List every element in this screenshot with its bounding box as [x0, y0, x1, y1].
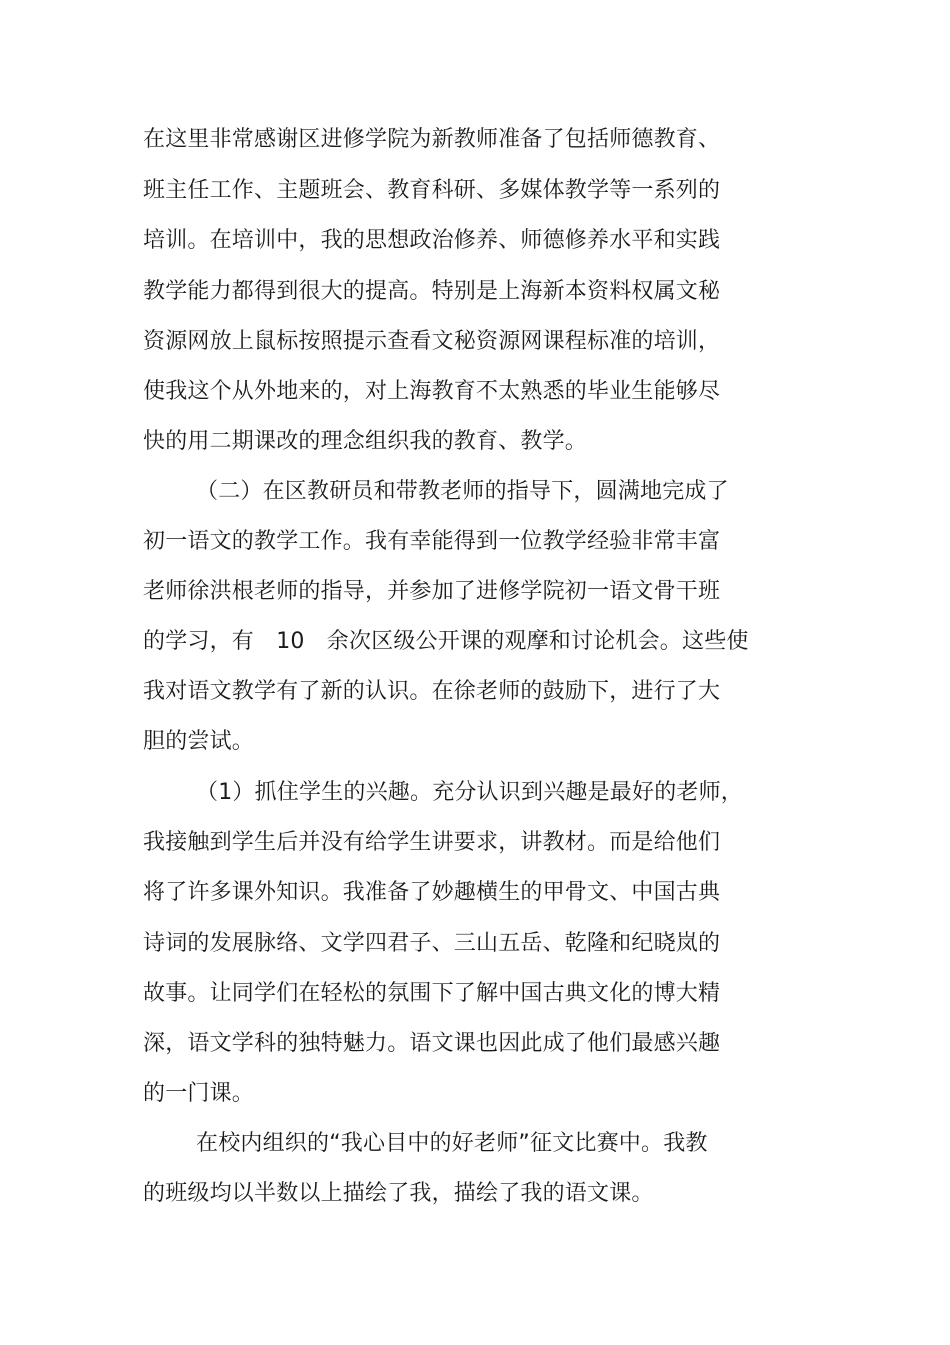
text-line: 诗词的发展脉络、文学四君子、三山五岳、乾隆和纪晓岚的: [143, 931, 721, 956]
text-line: 深，语文学科的独特魅力。语文课也因此成了他们最感兴趣: [143, 1031, 721, 1056]
paragraph-start: 在校内组织的“我心目中的好老师”征文比赛中。我教: [196, 1131, 708, 1156]
text-line: 初一语文的教学工作。我有幸能得到一位教学经验非常丰富: [143, 529, 721, 554]
text-line: 的学习，有 10 余次区级公开课的观摩和讨论机会。这些使: [143, 629, 749, 654]
text-line: 班主任工作、主题班会、教育科研、多媒体教学等一系列的: [143, 178, 721, 203]
text-line: 老师徐洪根老师的指导，并参加了进修学院初一语文骨干班: [143, 579, 721, 604]
text-line: 教学能力都得到很大的提高。特别是上海新本资料权属文秘: [143, 279, 721, 304]
text-line: 培训。在培训中，我的思想政治修养、师德修养水平和实践: [143, 228, 721, 253]
text-line: 我对语文教学有了新的认识。在徐老师的鼓励下，进行了大: [143, 679, 721, 704]
text-line: 资源网放上鼠标按照提示查看文秘资源网课程标准的培训，: [143, 329, 721, 354]
text-line: 的一门课。: [143, 1081, 255, 1106]
text-line: 将了许多课外知识。我准备了妙趣横生的甲骨文、中国古典: [143, 880, 721, 905]
text-line: 故事。让同学们在轻松的氛围下了解中国古典文化的博大精: [143, 981, 721, 1006]
text-line: 在这里非常感谢区进修学院为新教师准备了包括师德教育、: [143, 127, 721, 152]
paragraph-heading: （1）抓住学生的兴趣。充分认识到兴趣是最好的老师，: [196, 780, 743, 805]
text-line: 快的用二期课改的理念组织我的教育、教学。: [143, 429, 588, 454]
text-line: 我接触到学生后并没有给学生讲要求，讲教材。而是给他们: [143, 830, 721, 855]
paragraph-heading: （二）在区教研员和带教老师的指导下，圆满地完成了: [196, 479, 729, 504]
text-line: 的班级均以半数以上描绘了我，描绘了我的语文课。: [143, 1181, 654, 1206]
text-line: 使我这个从外地来的，对上海教育不太熟悉的毕业生能够尽: [143, 379, 721, 404]
text-line: 胆的尝试。: [143, 729, 255, 754]
